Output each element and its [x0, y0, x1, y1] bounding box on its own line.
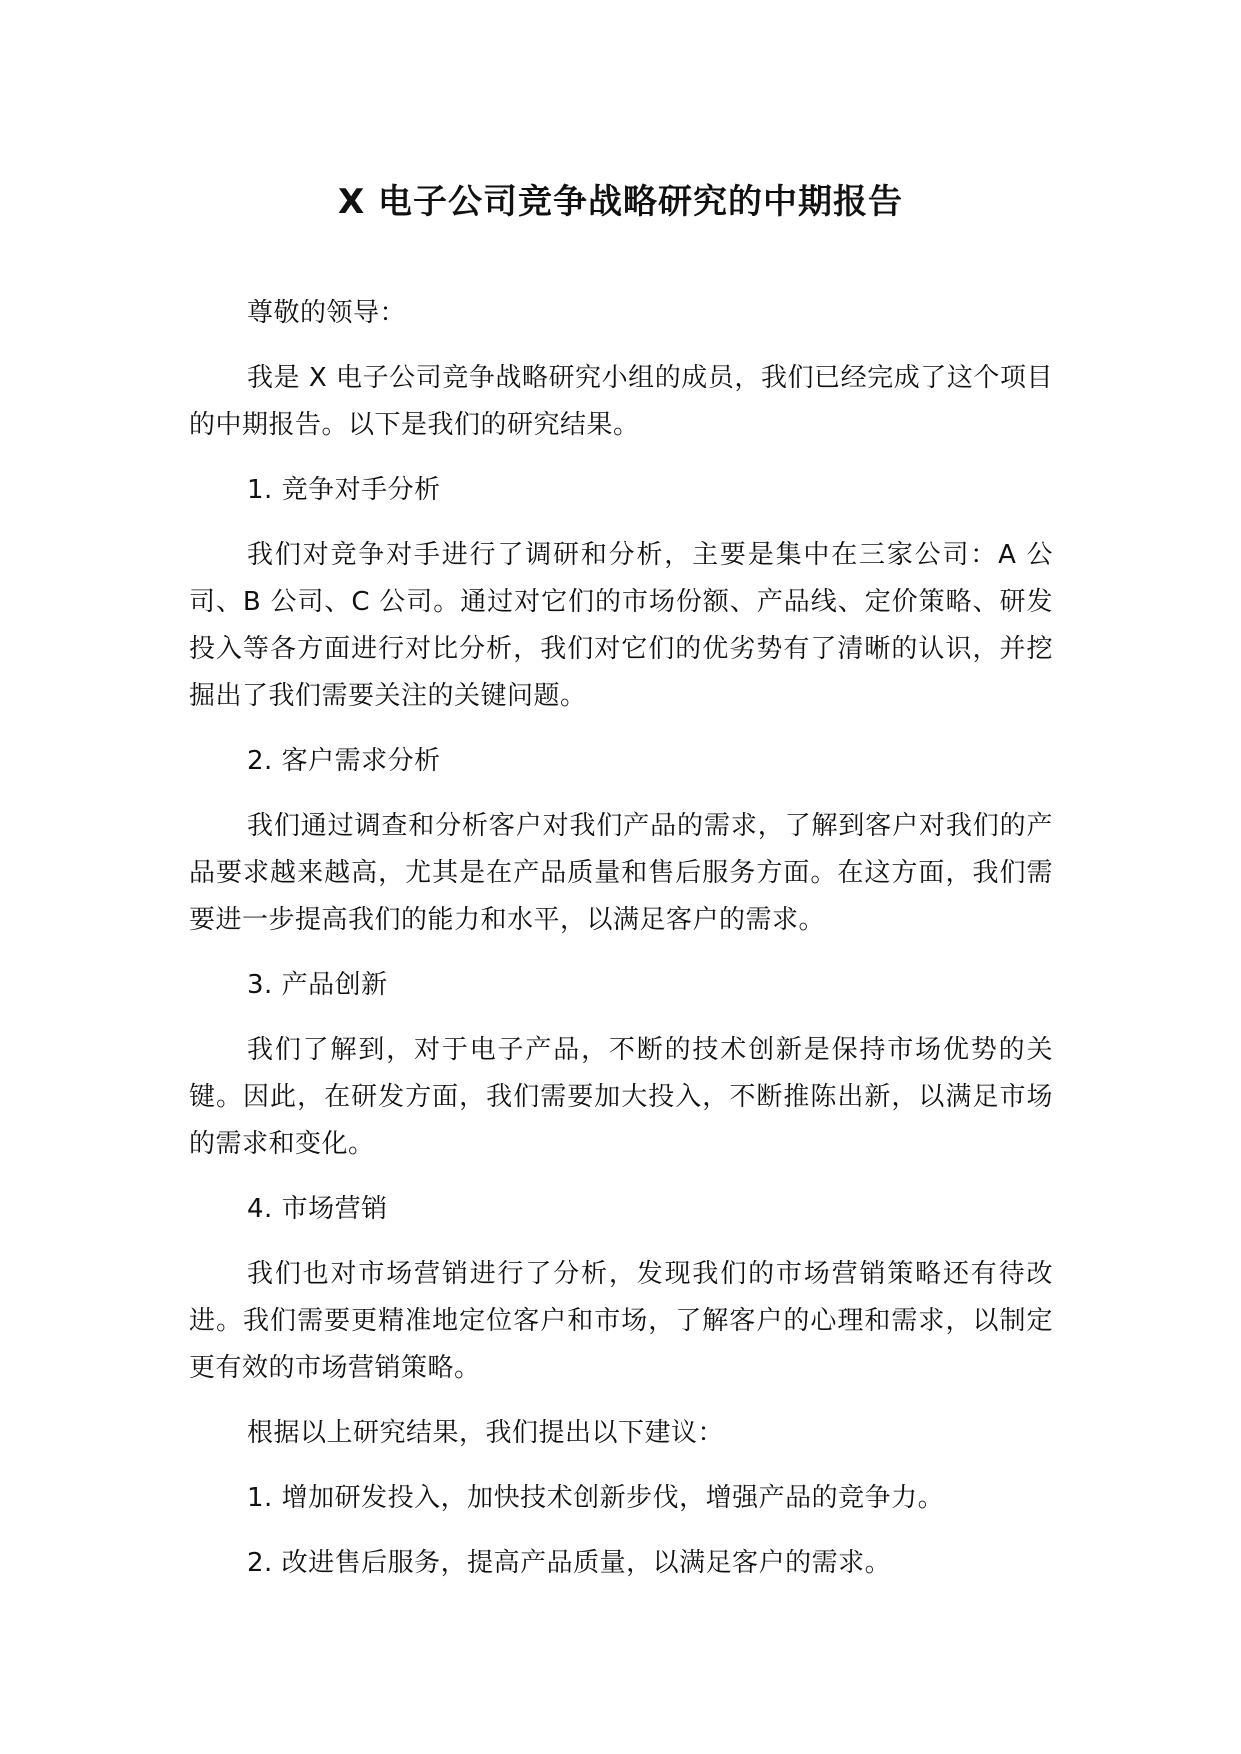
section-heading-customer-needs: 2. 客户需求分析 — [247, 746, 441, 776]
document-body — [189, 290, 1053, 1605]
section-heading-competitors: 1. 竞争对手分析 — [247, 475, 441, 505]
recommendation-item: 1. 增加研发投入，加快技术创新步伐，增强产品的竞争力。 — [247, 1483, 945, 1513]
salutation: 尊敬的领导： — [247, 298, 407, 328]
section-heading-marketing: 4. 市场营销 — [247, 1194, 388, 1224]
intro-paragraph: 我是 X 电子公司竞争战略研究小组的成员，我们已经完成了这个项目的中期报告。以下是我们的研究结果。 — [189, 363, 1053, 440]
marketing-paragraph: 我们也对市场营销进行了分析，发现我们的市场营销策略还有待改进。我们需要更精准地定位客户和市场，了解客户的心理和需求，以制定更有效的市场营销策略。 — [189, 1259, 1053, 1383]
recommendations-intro: 根据以上研究结果，我们提出以下建议： — [247, 1418, 725, 1448]
recommendation-item: 2. 改进售后服务，提高产品质量，以满足客户的需求。 — [247, 1548, 892, 1578]
competitors-paragraph: 我们对竞争对手进行了调研和分析，主要是集中在三家公司：A 公司、B 公司、C 公司。通过对它们的市场份额、产品线、定价策略、研发投入等各方面进行对比分析，我们对它们的优劣势有了清晰的认识，并挖掘出了我们需要关注的关键问题。 — [189, 540, 1053, 711]
innovation-paragraph: 我们了解到，对于电子产品，不断的技术创新是保持市场优势的关键。因此，在研发方面，我们需要加大投入，不断推陈出新，以满足市场的需求和变化。 — [189, 1035, 1053, 1159]
customer-needs-paragraph: 我们通过调查和分析客户对我们产品的需求，了解到客户对我们的产品要求越来越高，尤其是在产品质量和售后服务方面。在这方面，我们需要进一步提高我们的能力和水平，以满足客户的需求。 — [189, 811, 1053, 935]
section-heading-innovation: 3. 产品创新 — [247, 970, 388, 1000]
document-title: X 电子公司竞争战略研究的中期报告 — [337, 182, 904, 222]
